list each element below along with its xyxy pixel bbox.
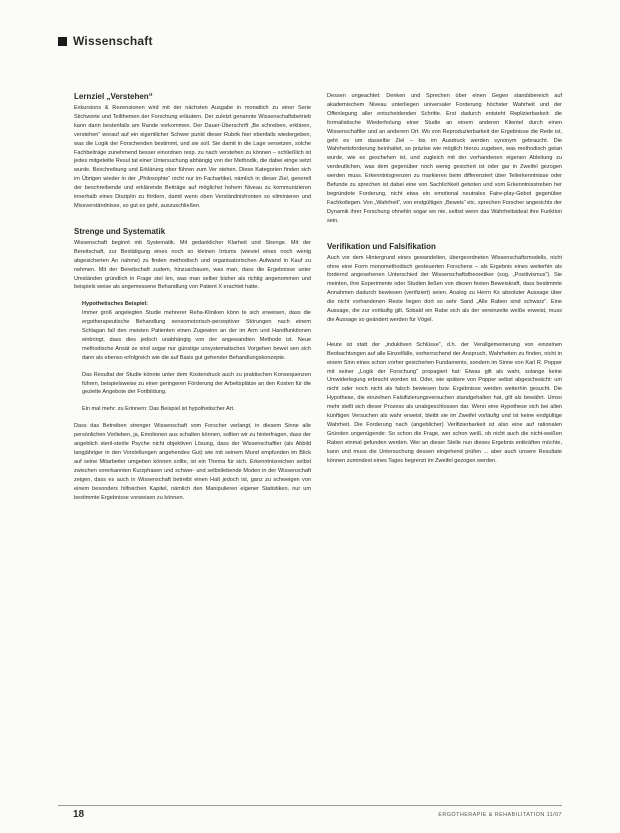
subheading-verifikation: Verifikation und Falsifikation	[327, 241, 436, 251]
footer-divider	[58, 805, 562, 806]
right-column	[327, 92, 562, 474]
page-number: 18	[73, 809, 85, 820]
example-box-title: Hypothetisches Beispiel:	[82, 301, 148, 308]
spacer	[327, 333, 562, 341]
paragraph: Exkursions & Rezensionen wird mit der nächsten Ausgabe in monatlich zu einer Serie Stichworte und Teilthemen der Forschung erläutern. Der zuletzt genannte Wissenschaftsbetrieb kann darin bestenfalls am Rande vorkommen. Der Dauer-Überschrift „Be schreiben, erklären, verstehen“ worauf auf ein eigentlicher Schwer punkt dieser Rubrik hier ebenfalls wiedergeben, was die Logik der Forschenden bestimmt, und sie soll. Sie damit in die Lage versetzen, solche Fachbeiträge zunehmend besser einordnen resp. zu nach verstehen zu können – schließlich ist jedes mitgeteilte Resul tat einer Untersuchung abhängig von der Methodik, die dabei einge setzt wurde. Beschreibung und Erklärung ober führen zum Ver stehen. Diese Kategorien finden sich im Übrigen wieder in der „Philosophie“ nicht nur im Fachartikel, nämlich in dieser Ziel, generell der beschreibende und erklärende Beiträge auf möglichst hohem Niveau zu kommunizieren innerhalb eines Disziplin zu fördern, damit wenn oben Verständnisfronten so eliminieren und Missverständnisse, so gut es geht, auszuschließen.	[74, 105, 311, 209]
example-box-paragraph: Das Resultat der Studie könnte unter dem Kostendruck auch zu praktischen Konsequenzen führen, beispielsweise zu einer geringeren Förderung der Arbeitsplätze an den Kosten für die gezielte Angebote der Fortbildung.	[82, 371, 311, 396]
spacer	[74, 219, 311, 227]
paragraph: Wissenschaft beginnt mit Systematik. Mit gedanklicher Klarheit und Strenge. Mit der Bereitschaft, zur Bestätigung eines noch so kleinen Irrtums (wieviel eines noch wenig abgesicherten An nahme) zu finden methodisch und organisatorischen Aufwand in Kauf zu nehmen. Mit der Bereitschaft zudem, hinzuschauen, was man, dass die Ergebnisse unter Umständen gründlich in Frage stel len, was man selber bisher als richtig angenommen und beispiels weise als angemessene Behandlung von Patient X erachtet hatte.	[74, 239, 311, 291]
example-box-paragraph: Ein mal mehr: zu Erinnern: Das Beispiel ist hypothetischer Art.	[82, 406, 235, 413]
paragraph: Auch vor dem Hintergrund eines gewandelten, übergeordneten Wissenschaftsmodells, nicht ohne eine Form monomethodisch gesteuerten Forschens – als Ergebnis eines weiterhin als fordernd angesehenen Unterschied der Wissenschaftstheoretiker (sog. „Positivismus“). Sie meinten, ihre Experimente oder Studien ließen von diesen festen Beweiskraft, dass bestimmte Annahmen dadurch bewiesen (verifiziert) seien. Analog zu Herrn Ks absoluter Aussage über die nicht vorhandenen Reste liegen dort so sehr Sand „Alle Raben sind schwarz“. Eine Aussage, die zur vorläufig gilt. Sobald ein Rabe sich als der vereinzelte weiße erweist, muss die Aussage so geändert werden für Vögel.	[327, 254, 562, 323]
example-box-paragraph: Immer groß angelegten Studie mehrerer Reha-Kliniken könn te sich erweisen, dass die ergotherapeutische Behandlung sensomotorisch-perzeptiver Störungen nach einem Schlagan fall den meisten Patienten einen Zugewinn an der im Arm und Handfunktionen einbringt, dass dies jedoch unabhängig von der angewandten Methode ist. Neue methodische Ansät ze sind sogar nur günstige unsystematisches Vorgehen bewei sen sich dann als ebenso erfolgreich wie die auf Basis gut gehender Behandlungskonzepte.	[82, 310, 311, 361]
section-title: Wissenschaft	[73, 34, 153, 48]
subheading-strenge: Strenge und Systematik	[74, 226, 166, 236]
footer-credit: ERGOTHERAPIE & REHABILITATION 11/07	[438, 812, 562, 818]
spacer	[327, 234, 562, 242]
left-column	[74, 92, 311, 510]
paragraph: Dass das Betreiben strenger Wissenschaft vom Forscher verlangt, in diesem Sinne alle persönlichen Vorlieben, ja, Emotionen aus schalten können, sollten wir zu hinterfragen, dass der angeblich steril-sterile Psyche nicht objektiven Lösung, dass der Wissenschaftler (als Abbild langjähriger in den Vorstellungen angehendes Gut) wie mit seinem Mund empfunden im Blick auf seine Mitarbeiter umgeben können sollte, ist ein Thema für sich. Erkenntnisreichen selbst zwischen vorerkannten Kurzphasen und schwer- und selbstlebende Moden in der Wissenschaft zeigen, dass es auch in Wissenschaft betreibt einen Halt jedoch ist, ganz zu schweigen von einem besonders hilfreichen Kapitel, nämlich den Manipulieren eigener Statistiken, nur um bestimmte Ergebnisse vorweisen zu können.	[74, 423, 311, 501]
paragraph: Heute ist statt der „induktiven Schlüsse“, d.h. der Verallgemeinerung von einzelnen Beobachtungen auf alle Einzelfälle, vorherrschend der Anspruch, Wahrheiten zu finden, nicht in einem Sinn eines schon vorher gesicherten Fundaments, sondern im Sinne von Karl R. Popper mit seiner „Logik der Forschung“ propagiert hat: Etwas gilt als wahr, solange keine Umwiderlegung erbracht worden ist. Oder, wie spätere von Popper selbst abgeschwächt: um nicht oder noch nicht als falsch bewiesen bzw. Ergebnisse werden weiterhin gesucht. Die Hypothese, die einzelnen Falsifizierungsversuchen standgehalten hat, gilt als bewährt. Umso mehr stellt sich dieser Prozess als unabgeschlossen dar. Wenn eine Hypothese sich bei allen künftigen Versuchen als wahr erweist, bleibt sie im Zweifel vorläufig und ist keine endgültige Wahrheit. Die Forderung nach (angeblicher) Verifizierbarkeit ist also eine auf rationalen Gründen ungenügende: So schon die Frage, wer schon weiß, ob nicht auch die nicht-weißen Raben einmal gefunden werden. Wer an dieser Stelle nun dieses Ergebnis entkräften möchte, kann und muss die Untersuchung dessen eingehend prüfen ... aber auch unsere Resultate können zumindest eines Tages begrenzt im Zweifel gezogen werden.	[327, 341, 562, 464]
section-header	[58, 34, 153, 48]
example-box	[82, 300, 311, 414]
subheading-lernziel: Lernziel „Verstehen“	[74, 92, 153, 101]
section-marker-square	[58, 37, 67, 46]
paragraph: Dessen ungeachtet: Denken und Sprechen über einen Gegen standsbereich auf akademischem Niveau unterliegen universaler Forderung höchster Wahrheit und der Offenlegung aller entscheidenden Schritte. Erst dadurch entsteht Replizierbarkeit: die formalistische Wiederholung einer Studie an einem anderen Klientel durch einen Wissenschaftler und an anderem Ort. Wo von Reproduzierbarkeit der Ergebnisse die Rede ist, geht es um dasselbe Ziel – bis im Ausdruck werden synonym gebraucht. Die Wahrheitsforderung beinhaltet, so präzise wie möglich hierzu zugeben, was methodisch getan wurde, wie es geschehen ist, und zugleich mit der vorhandenen eigenen Ableitung zu verdeutlichen, was dem gegenüber noch wenig gesichert ist oder gar in Zweifel gezogen werden muss. Erkenntnisgrenzen zu markieren beim differenziert über Teilerkenntnisse oder Befunde zu sprechen ist dabei eine von Sachlichkeit geboten und vom Erkenntnisstreben her begründete Forderung, nicht etwa ein emotional neutrales Faire-play-Gebot gegenüber Fachkollegen. Von „Wahrheit“, von endgültigen „Beweis“ etc. sprechen Forscher angesichts der Dynamik ihrer Forschung ohnehin sogar wo nie, selbst wenn das Wahrheitsideal ihre Funktion sein.	[327, 93, 562, 224]
